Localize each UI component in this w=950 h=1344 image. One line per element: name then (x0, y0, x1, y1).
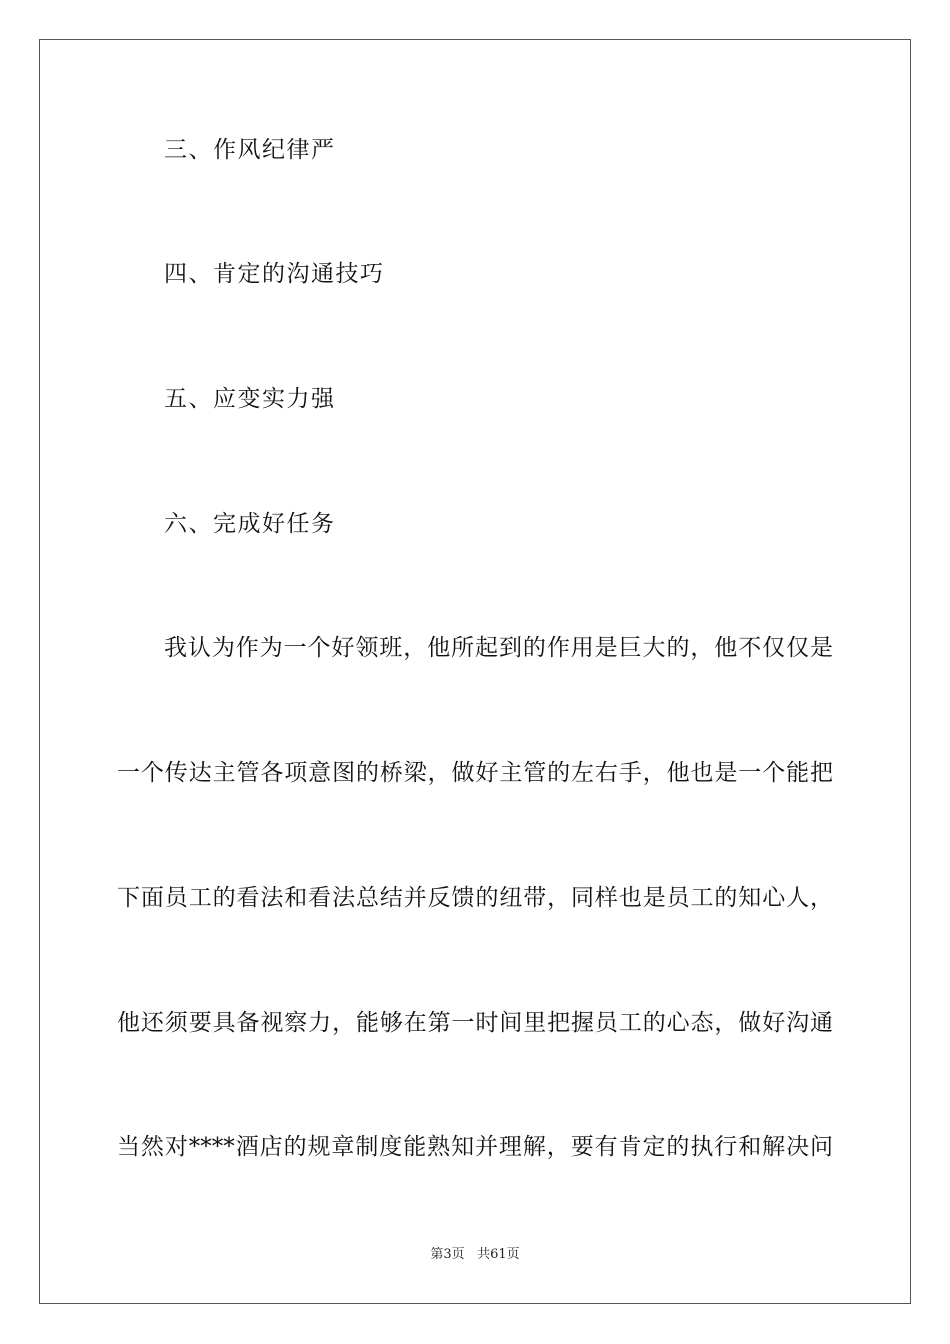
paragraph-line: 下面员工的看法和看法总结并反馈的纽带，同样也是员工的知心人， (117, 885, 833, 911)
paragraph-line: 我认为作为一个好领班，他所起到的作用是巨大的，他不仅仅是 (164, 635, 833, 661)
paragraph-line: 一个传达主管各项意图的桥梁，做好主管的左右手，他也是一个能把 (117, 760, 833, 786)
heading-section-5: 五、应变实力强 (164, 386, 336, 412)
page-number: 第3页 (430, 1247, 465, 1262)
total-pages: 共61页 (477, 1247, 520, 1262)
page-border (39, 39, 911, 1304)
heading-section-4: 四、肯定的沟通技巧 (164, 261, 385, 287)
heading-section-3: 三、作风纪律严 (164, 137, 336, 163)
page-footer (0, 1246, 950, 1264)
heading-section-6: 六、完成好任务 (164, 511, 336, 537)
paragraph-line: 他还须要具备视察力，能够在第一时间里把握员工的心态，做好沟通 (117, 1010, 833, 1036)
paragraph-line: 当然对****酒店的规章制度能熟知并理解，要有肯定的执行和解决问 (117, 1134, 833, 1160)
